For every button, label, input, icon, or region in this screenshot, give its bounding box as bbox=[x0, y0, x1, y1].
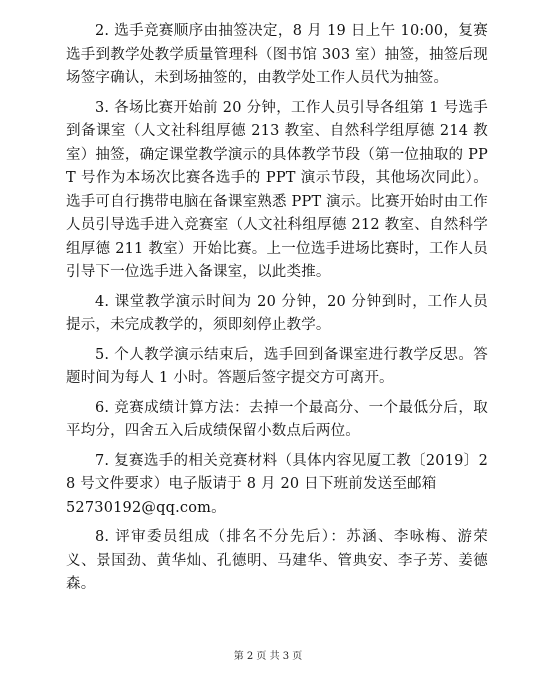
paragraph-reflection: 5. 个人教学演示结束后，选手回到备课室进行教学反思。答题时间为每人 1 小时。答题后签字提交方可离开。 bbox=[66, 346, 488, 386]
document-body bbox=[66, 20, 488, 603]
paragraph-scoring-method: 6. 竞赛成绩计算方法：去掉一个最高分、一个最低分后，取平均分，四舍五入后成绩保留小数点后两位。 bbox=[66, 399, 488, 439]
paragraph-draw-order: 2. 选手竞赛顺序由抽签决定，8 月 19 日上午 10:00，复赛选手到教学处教学质量管理科（图书馆 303 室）抽签，抽签后现场签字确认，未到场抽签的，由教学处工作人员代为抽签。 bbox=[66, 23, 488, 86]
paragraph-competition-start: 3. 各场比赛开始前 20 分钟，工作人员引导各组第 1 号选手到备课室（人文社科组厚德 213 教室、自然科学组厚德 214 教室）抽签，确定课堂教学演示的具体教学节段（第一位抽取的 PPT 号作为本场次比赛各选手的 PPT 演示节段，其他场次同此）。选手可自行携带电脑在备课室熟悉 PPT 演示。比赛开始时由工作人员引导选手进入竞赛室（人文社科组厚德 212 教室、自然科学组厚德 211 教室）开始比赛。上一位选手进场比赛时，工作人员引导下一位选手进入备课室，以此类推。 bbox=[66, 99, 488, 280]
paragraph-judges: 8. 评审委员组成（排名不分先后）：苏涵、李咏梅、游荣义、景国劲、黄华灿、孔德明、马建华、管典安、李子芳、姜德森。 bbox=[66, 529, 488, 592]
page-footer: 第 2 页 共 3 页 bbox=[233, 651, 303, 662]
paragraph-demo-duration: 4. 课堂教学演示时间为 20 分钟，20 分钟到时，工作人员提示，未完成教学的，须即刻停止教学。 bbox=[66, 293, 488, 333]
paragraph-materials-submission: 7. 复赛选手的相关竞赛材料（具体内容见厦工教〔2019〕28 号文件要求）电子版请于 8 月 20 日下班前发送至邮箱 bbox=[66, 452, 488, 492]
email-address: 52730192@qq.com。 bbox=[66, 499, 226, 516]
